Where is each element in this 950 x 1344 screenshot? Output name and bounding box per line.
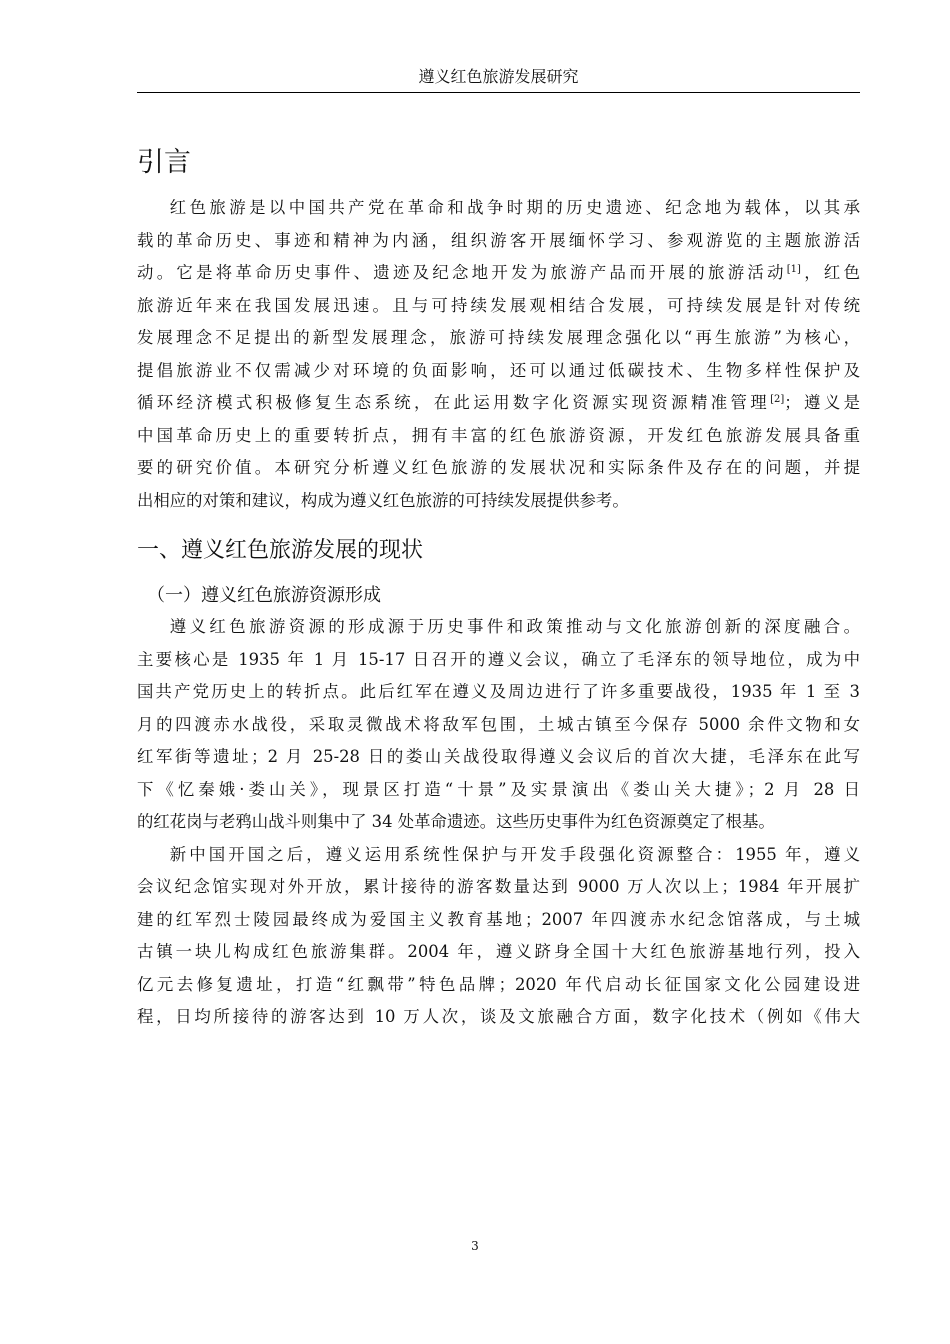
text-line: 要的研究价值。本研究分析遵义红色旅游的发展状况和实际条件及存在的问题，并提 bbox=[137, 458, 860, 477]
page-body bbox=[137, 138, 860, 1034]
intro-paragraph bbox=[137, 192, 860, 517]
text-line-segment: ，红色 bbox=[800, 263, 861, 282]
text-line-segment: ；遵义是 bbox=[784, 393, 861, 412]
text-line: 载的革命历史、事迹和精神为内涵，组织游客开展缅怀学习、参观游览的主题旅游活 bbox=[137, 230, 860, 250]
text-line bbox=[137, 387, 860, 420]
text-line: 古镇一块儿构成红色旅游集群。2004 年，遵义跻身全国十大红色旅游基地行列，投入 bbox=[137, 942, 860, 961]
text-line: 的红花岗与老鸦山战斗则集中了 34 处革命遗迹。这些历史事件为红色资源奠定了根基。 bbox=[137, 812, 775, 831]
text-line: 遵义红色旅游资源的形成源于历史事件和政策推动与文化旅游创新的深度融合。 bbox=[169, 617, 860, 636]
text-line: 提倡旅游业不仅需减少对环境的负面影响，还可以通过低碳技术、生物多样性保护及 bbox=[137, 360, 860, 380]
body-paragraph-2 bbox=[137, 839, 860, 1034]
text-line: 旅游近年来在我国发展迅速。且与可持续发展观相结合发展，可持续发展是针对传统 bbox=[137, 295, 860, 315]
body-paragraph-1 bbox=[137, 611, 860, 839]
text-line: 出相应的对策和建议，构成为遵义红色旅游的可持续发展提供参考。 bbox=[137, 490, 629, 510]
text-line: 中国革命历史上的重要转折点，拥有丰富的红色旅游资源，开发红色旅游发展具备重 bbox=[137, 425, 860, 445]
text-line: 红军街等遗址；2 月 25-28 日的娄山关战役取得遵义会议后的首次大捷，毛泽东在此写 bbox=[137, 747, 860, 766]
text-line: 建的红军烈士陵园最终成为爱国主义教育基地；2007 年四渡赤水纪念馆落成，与土城 bbox=[137, 909, 860, 929]
subsection-1-heading: （一）遵义红色旅游资源形成 bbox=[147, 585, 381, 606]
text-line: 月的四渡赤水战役，采取灵微战术将敌军包围，土城古镇至今保存 5000 余件文物和女 bbox=[137, 714, 860, 734]
text-line-segment: 循环经济模式积极修复生态系统，在此运用数字化资源实现资源精准管理 bbox=[137, 393, 771, 412]
intro-heading: 引言 bbox=[137, 147, 191, 178]
text-line: 下《忆秦娥·娄山关》，现景区打造“十景”及实景演出《娄山关大捷》；2 月 28 日 bbox=[137, 779, 860, 799]
text-line: 国共产党历史上的转折点。此后红军在遵义及周边进行了许多重要战役，1935 年 1 至 3 bbox=[137, 682, 860, 701]
text-line: 红色旅游是以中国共产党在革命和战争时期的历史遗迹、纪念地为载体，以其承 bbox=[169, 198, 860, 217]
section-1-heading: 一、遵义红色旅游发展的现状 bbox=[137, 538, 424, 563]
running-header: 遵义红色旅游发展研究 bbox=[418, 67, 579, 86]
citation-2: [2] bbox=[770, 394, 785, 405]
text-line: 会议纪念馆实现对外开放，累计接待的游客数量达到 9000 万人次以上；1984 年开展扩 bbox=[137, 877, 860, 896]
citation-1: [1] bbox=[786, 264, 801, 275]
text-line-segment: 动。它是将革命历史事件、遗迹及纪念地开发为旅游产品而开展的旅游活动 bbox=[137, 263, 787, 282]
text-line: 发展理念不足提出的新型发展理念，旅游可持续发展理念强化以“再生旅游”为核心， bbox=[137, 328, 860, 347]
text-line: 程，日均所接待的游客达到 10 万人次，谈及文旅融合方面，数字化技术（例如《伟大 bbox=[137, 1007, 860, 1026]
text-line: 亿元去修复遗址，打造“红飘带”特色品牌；2020 年代启动长征国家文化公园建设进 bbox=[137, 974, 860, 994]
page-number: 3 bbox=[471, 1239, 479, 1253]
text-line: 新中国开国之后，遵义运用系统性保护与开发手段强化资源整合：1955 年，遵义 bbox=[169, 844, 860, 864]
text-line bbox=[137, 257, 860, 290]
header-rule bbox=[137, 92, 860, 93]
text-line: 主要核心是 1935 年 1 月 15-17 日召开的遵义会议，确立了毛泽东的领导地位，成为中 bbox=[137, 649, 860, 669]
